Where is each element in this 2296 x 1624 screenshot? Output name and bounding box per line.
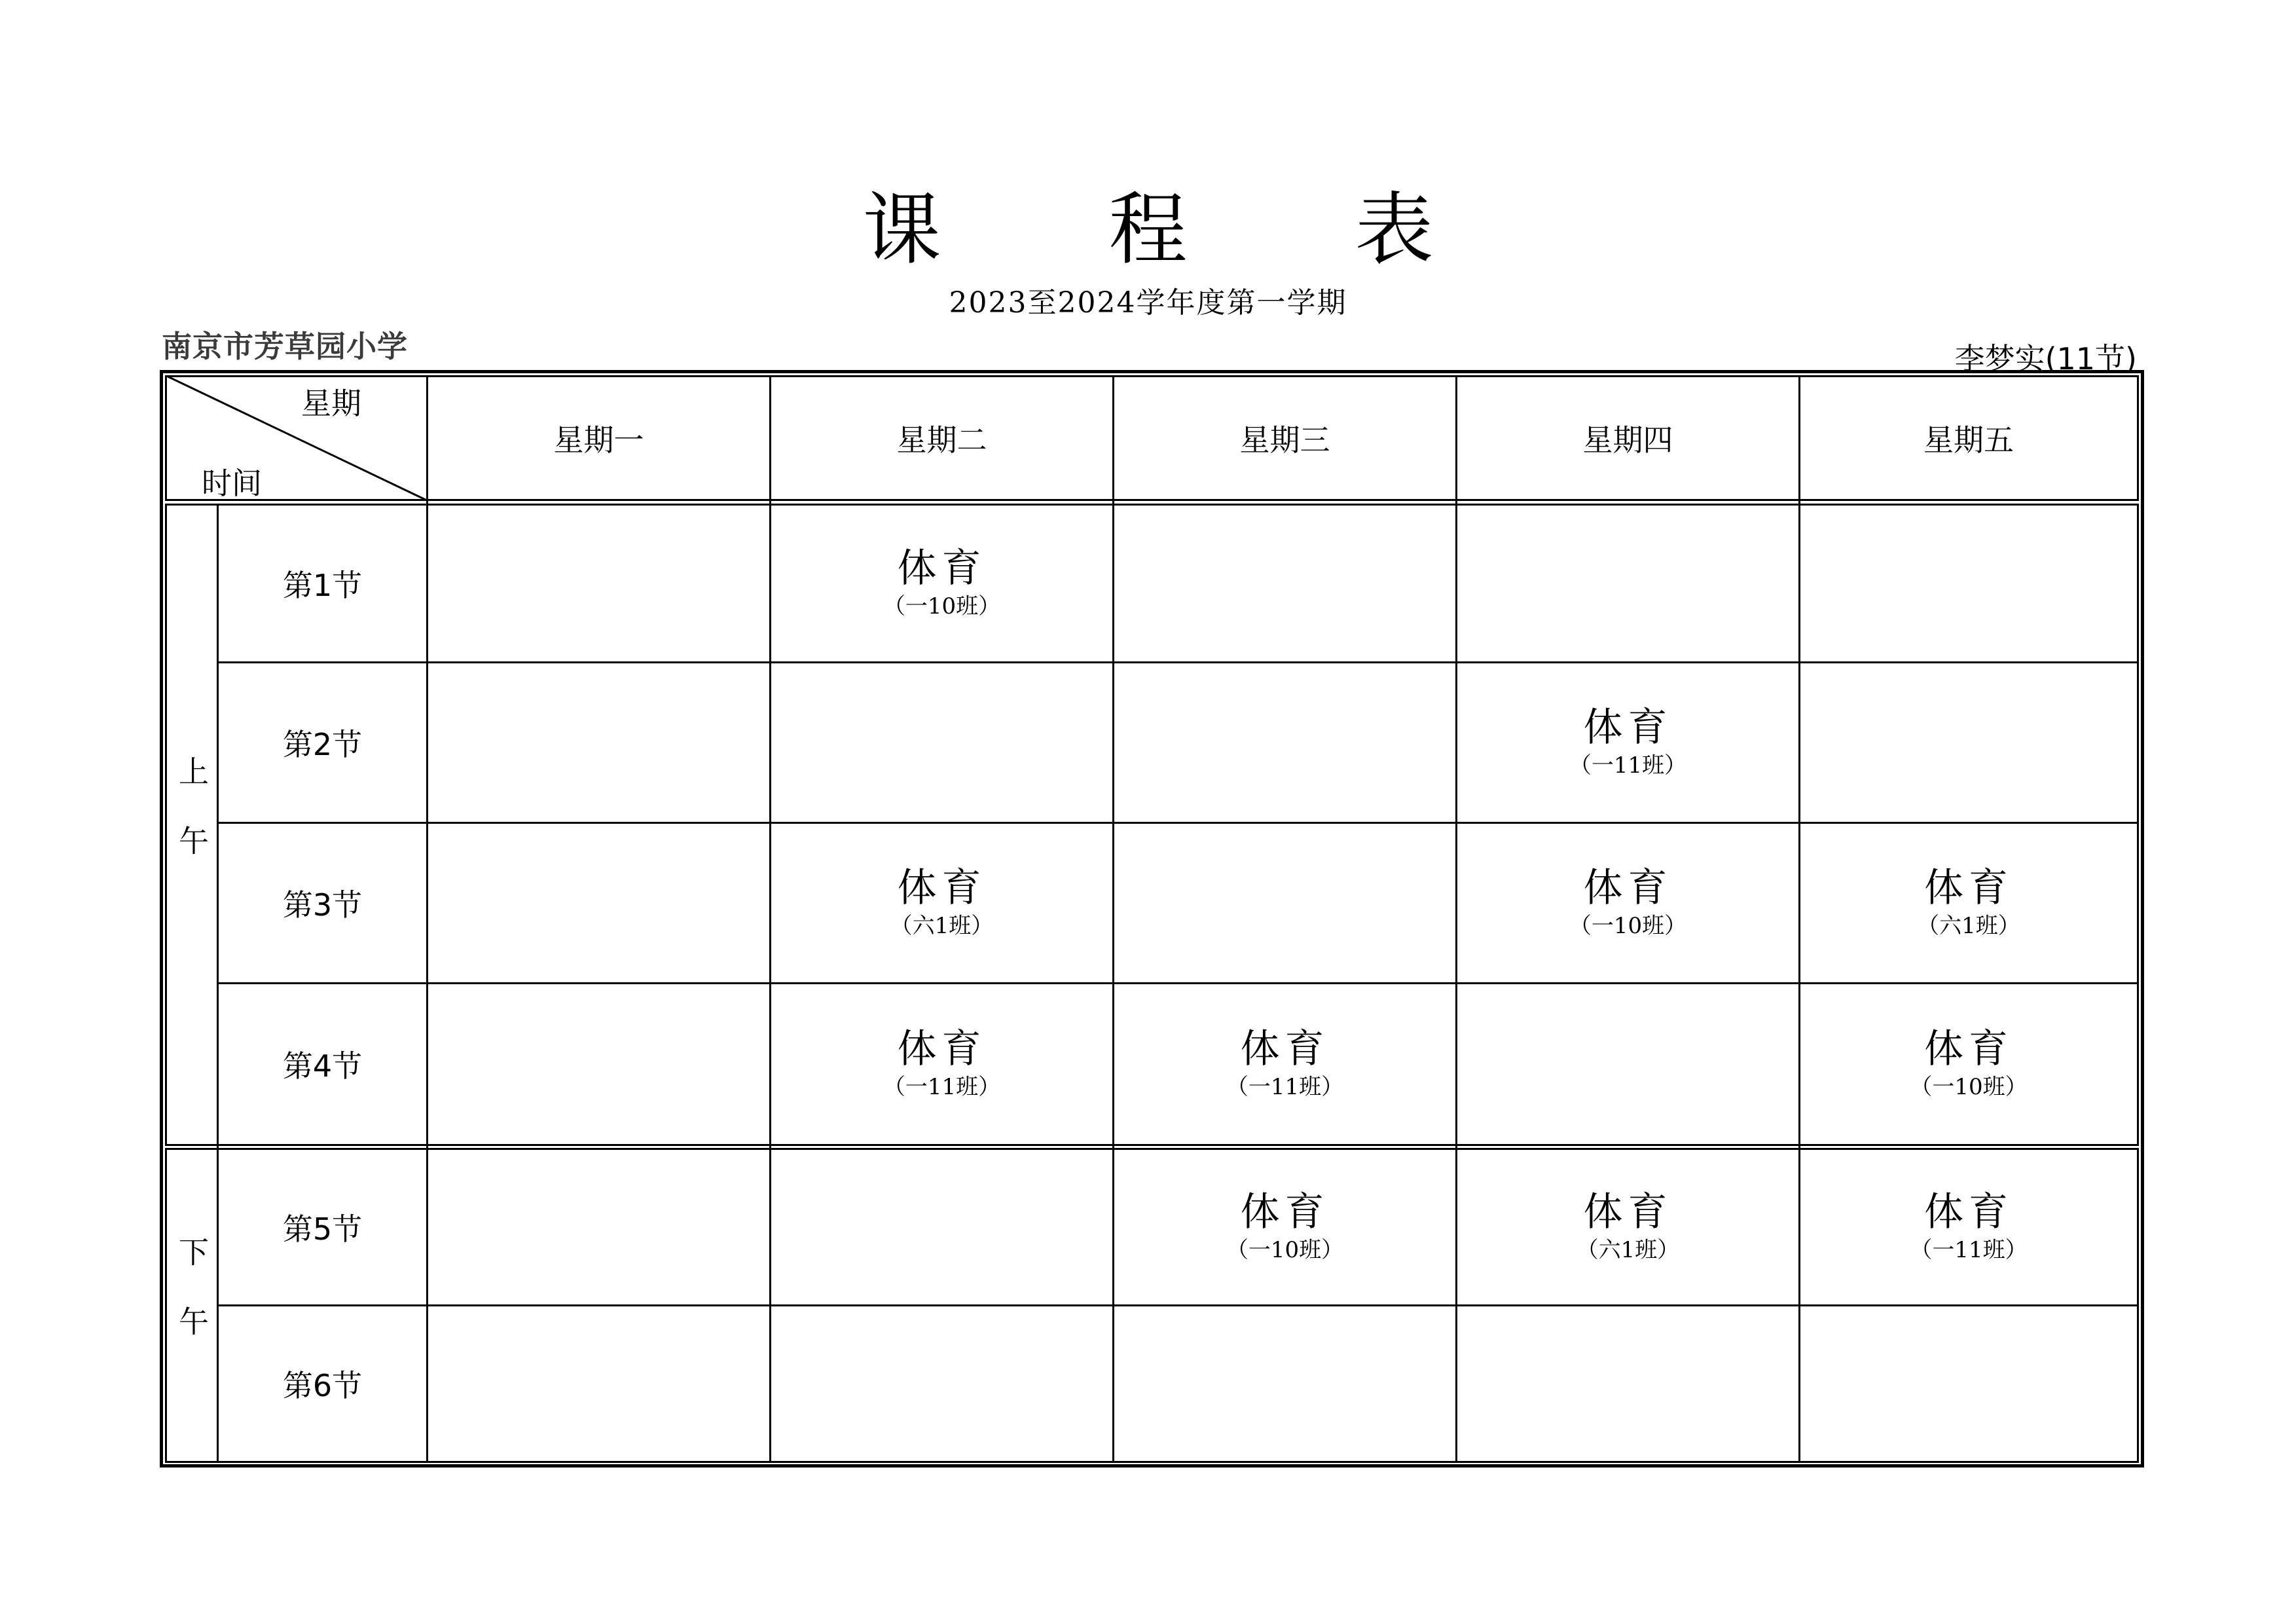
- course-cell: [1800, 1150, 2137, 1304]
- class-name: （六1班）: [890, 913, 994, 939]
- course-name: 体育: [1240, 1026, 1330, 1072]
- afternoon-label-text: 下午: [174, 1236, 210, 1375]
- course-cell: [1114, 984, 1455, 1144]
- class-name: （六1班）: [1576, 1237, 1680, 1263]
- corner-label-weekday: 星期: [301, 386, 361, 421]
- period-2: 第2节: [282, 727, 363, 762]
- class-name: （一10班）: [1910, 1074, 2028, 1100]
- term-subtitle: 2023至2024学年度第一学期: [949, 286, 1347, 320]
- class-name: （六1班）: [1917, 913, 2020, 939]
- row-divider: [217, 1304, 2139, 1306]
- course-name: 体育: [1583, 705, 1673, 750]
- page-title: [0, 167, 2296, 280]
- period-3: 第3节: [282, 887, 363, 923]
- teacher-name: 李梦实(11节): [1954, 341, 2137, 377]
- title-char-2: 程: [1108, 185, 1188, 276]
- course-name: 体育: [1240, 1189, 1330, 1235]
- day-header-wed: 星期三: [1239, 422, 1330, 458]
- school-name: 南京市芳草园小学: [162, 329, 408, 364]
- course-name: 体育: [897, 545, 987, 591]
- class-name: （一11班）: [883, 1074, 1001, 1100]
- day-header-tue: 星期二: [896, 422, 987, 458]
- course-name: 体育: [1583, 865, 1673, 911]
- course-cell: [771, 984, 1112, 1144]
- period-5: 第5节: [282, 1211, 363, 1247]
- course-cell: [771, 506, 1112, 661]
- title-char-3: 表: [1355, 185, 1434, 276]
- class-name: （一11班）: [1910, 1237, 2028, 1263]
- class-name: （一10班）: [1569, 913, 1687, 939]
- title-char-1: 课: [862, 185, 941, 276]
- corner-label-time: 时间: [202, 466, 262, 501]
- afternoon-label: [167, 1150, 217, 1461]
- course-cell: [771, 824, 1112, 982]
- course-cell: [1457, 663, 1798, 822]
- day-header-thu: 星期四: [1582, 422, 1673, 458]
- class-name: （一11班）: [1226, 1074, 1344, 1100]
- course-cell: [1800, 984, 2137, 1144]
- period-6: 第6节: [282, 1368, 363, 1403]
- day-header-mon: 星期一: [553, 422, 644, 458]
- course-cell: [1457, 1150, 1798, 1304]
- course-name: 体育: [1583, 1189, 1673, 1235]
- course-name: 体育: [1924, 865, 2013, 911]
- period-4: 第4节: [282, 1048, 363, 1084]
- course-name: 体育: [897, 865, 987, 911]
- class-name: （一10班）: [1226, 1237, 1344, 1263]
- morning-label: [167, 506, 217, 1144]
- course-name: 体育: [1924, 1189, 2013, 1235]
- row-divider: [217, 661, 2139, 663]
- course-name: 体育: [897, 1026, 987, 1072]
- course-cell: [1457, 824, 1798, 982]
- class-name: （一10班）: [883, 593, 1001, 619]
- class-name: （一11班）: [1569, 752, 1687, 779]
- course-cell: [1800, 824, 2137, 982]
- course-cell: [1114, 1150, 1455, 1304]
- day-header-fri: 星期五: [1923, 422, 2014, 458]
- course-name: 体育: [1924, 1026, 2013, 1072]
- period-1: 第1节: [282, 568, 363, 603]
- morning-label-text: 上午: [174, 755, 210, 895]
- col-divider: [426, 375, 428, 1463]
